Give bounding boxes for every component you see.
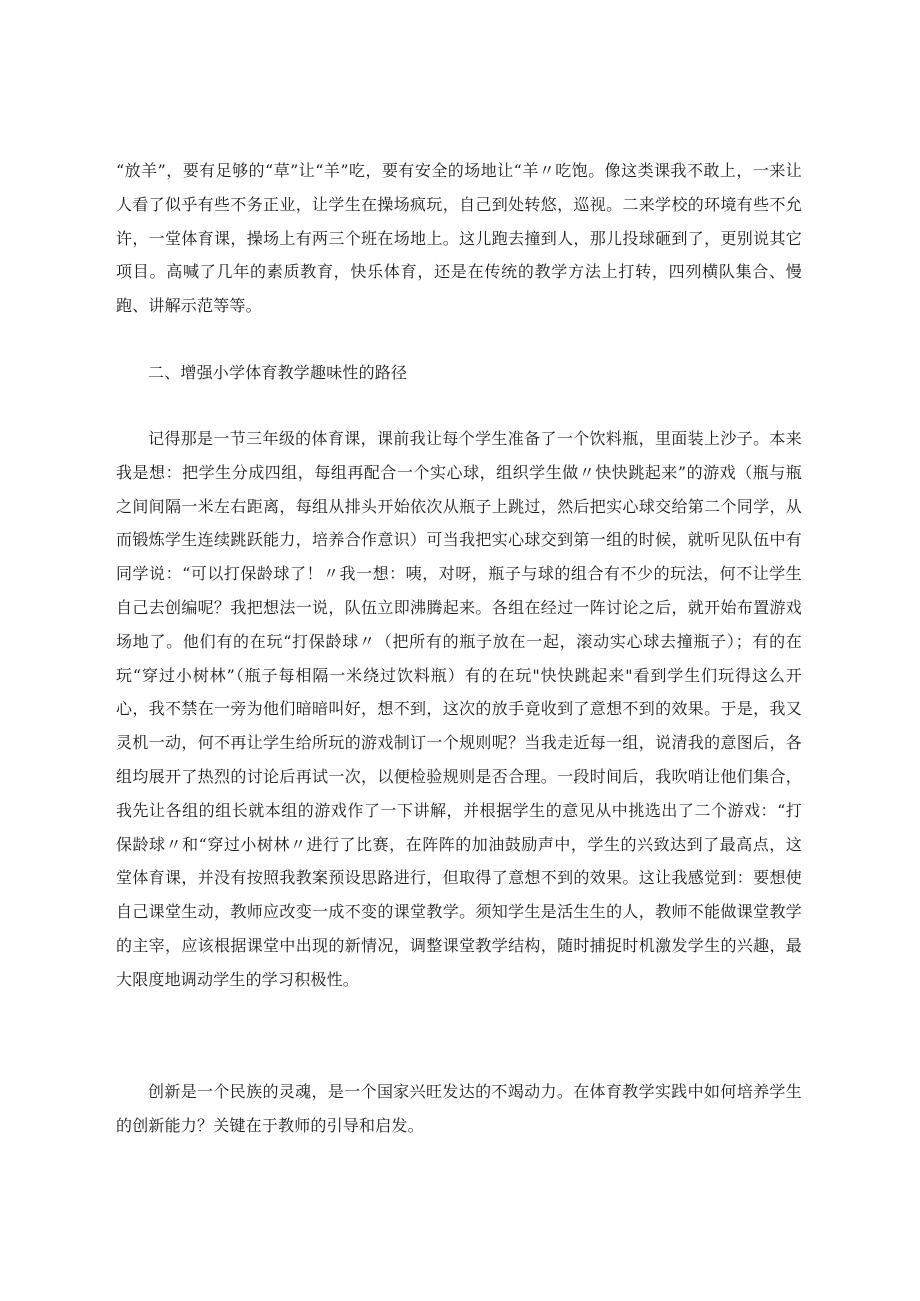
body-paragraph-2: 记得那是一节三年级的体育课，课前我让每个学生准备了一个饮料瓶，里面装上沙子。本来我是想：把学生分成四组，每组再配合一个实心球，组织学生做〃快快跳起来”的游戏（瓶与瓶之间间隔一米左右距离，每组从排头开始依次从瓶子上跳过，然后把实心球交给第二个同学，从而锻炼学生连续跳跃能力，培养合作意识）可当我把实心球交到第一组的时候，就听见队伍中有同学说：“可以打保龄球了！〃我一想：咦，对呀，瓶子与球的组合有不少的玩法，何不让学生自己去创编呢？我把想法一说，队伍立即沸腾起来。各组在经过一阵讨论之后，就开始布置游戏场地了。他们有的在玩“打保龄球〃（把所有的瓶子放在一起，滚动实心球去撞瓶子）；有的在玩“穿过小树林”（瓶子每相隔一米绕过饮料瓶）有的在玩"快快跳起来"看到学生们玩得这么开心，我不禁在一旁为他们暗暗叫好，想不到，这次的放手竟收到了意想不到的效果。于是，我又灵机一动，何不再让学生给所玩的游戏制订一个规则呢？当我走近每一组，说清我的意图后，各组均展开了热烈的讨论后再试一次，以便检验规则是否合理。一段时间后，我吹哨让他们集合，我先让各组的组长就本组的游戏作了一下讲解，并根据学生的意见从中挑选出了二个游戏：“打保龄球〃和“穿过小树林〃进行了比赛，在阵阵的加油鼓励声中，学生的兴致达到了最高点，这堂体育课，并没有按照我教案预设思路进行，但取得了意想不到的效果。这让我感觉到：要想使自己课堂生动，教师应改变一成不变的课堂教学。须知学生是活生生的人，教师不能做课堂教学的主宰，应该根据课堂中出现的新情况，调整课堂教学结构，随时捕捉时机激发学生的兴趣，最大限度地调动学生的学习积极性。: [116, 429, 802, 989]
body-paragraph-1: “放羊”，要有足够的“草”让“羊”吃，要有安全的场地让“羊〃吃饱。像这类课我不敢上，一来让人看了似乎有些不务正业，让学生在操场疯玩，自己到处转悠，巡视。二来学校的环境有些不允许，一堂体育课，操场上有两三个班在场地上。这儿跑去撞到人，那儿投球砸到了，更别说其它项目。高喊了几年的素质教育，快乐体育，还是在传统的教学方法上打转，四列横队集合、慢跑、讲解示范等等。: [116, 161, 802, 316]
body-paragraph-3: 创新是一个民族的灵魂，是一个国家兴旺发达的不竭动力。在体育教学实践中如何培养学生的创新能力？关键在于教师的引导和启发。: [116, 1082, 802, 1135]
section-heading: 二、增强小学体育教学趣味性的路径: [148, 363, 408, 382]
